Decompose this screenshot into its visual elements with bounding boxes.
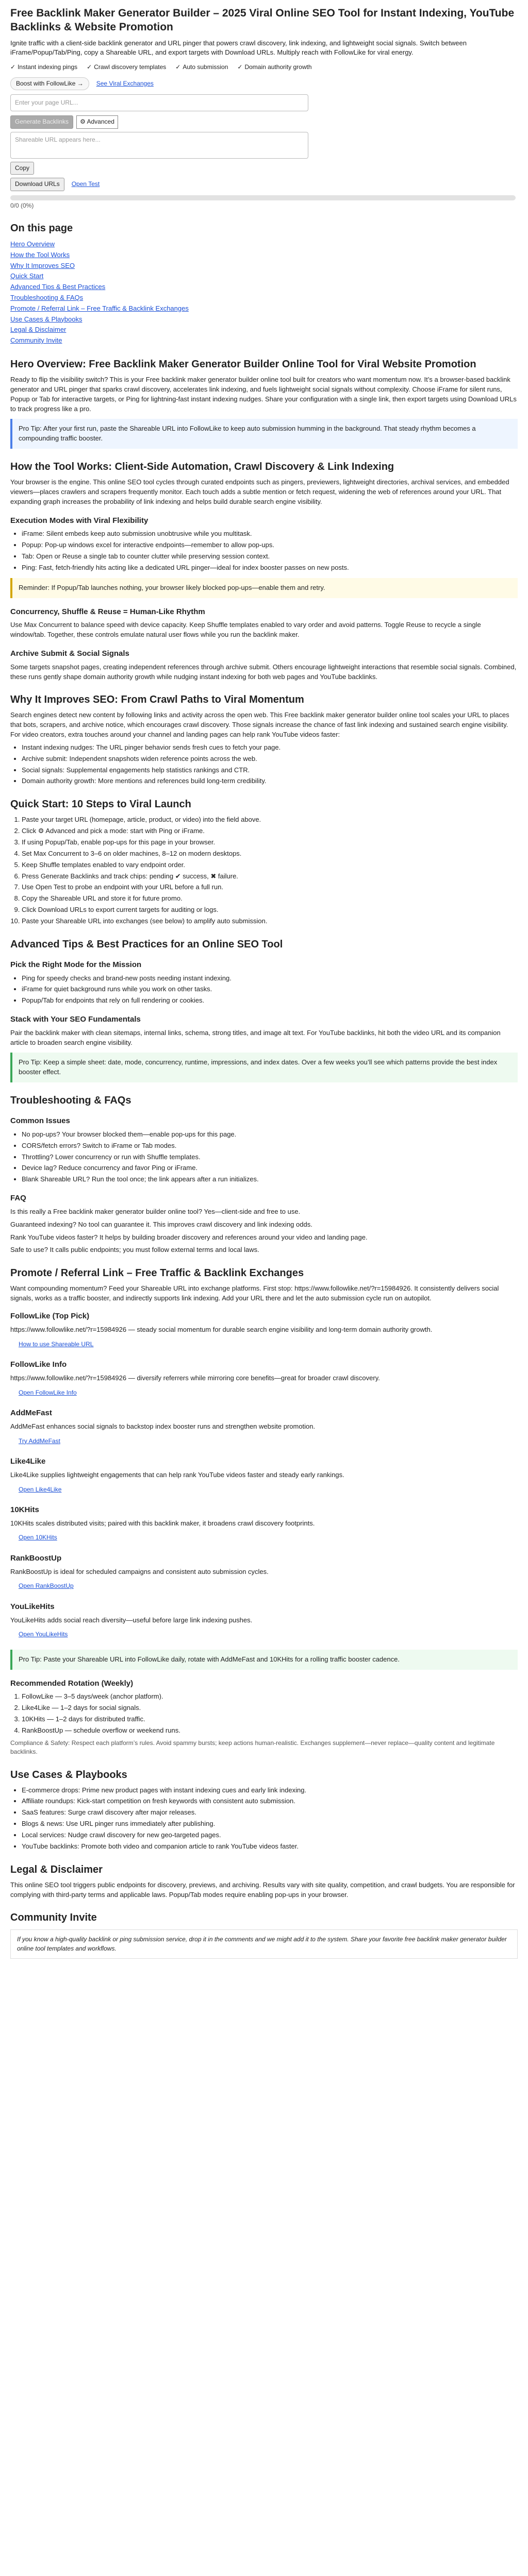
card-button[interactable]: Open RankBoostUp: [19, 1582, 74, 1590]
why-paragraph: Search engines detect new content by following links and activity across the open web. This Free backlink maker generator builder online tool scales your URL to places that bots, scrapers, and archive notice, which encourages crawl discovery. Those signals increase the chance of fast link indexing and sustained search engine visibility. For video creators, extra touches around your channel and landing pages can help rank YouTube videos faster:: [10, 711, 509, 739]
card-button[interactable]: Try AddMeFast: [19, 1437, 60, 1445]
step-item: 8. Copy the Shareable URL and store it for future promo.: [22, 894, 518, 904]
card-title: FollowLike (Top Pick): [10, 1311, 90, 1320]
list-item: • Ping: Fast, fetch-friendly hits acting like a dedicated URL pinger—ideal for index booster passes on new posts.: [22, 563, 518, 573]
progress-bar: [10, 195, 516, 200]
quick-start-heading: Quick Start: 10 Steps to Viral Launch: [10, 799, 191, 810]
progress-text: 0/0 (0%): [10, 201, 34, 209]
stack-heading: Stack with Your SEO Fundamentals: [10, 1015, 141, 1024]
card-title: YouLikeHits: [10, 1602, 55, 1611]
card-text: YouLikeHits adds social reach diversity—useful before large link indexing pushes.: [10, 1616, 253, 1624]
check-icon: ✓: [87, 63, 92, 71]
check-icon: ✓: [10, 63, 16, 71]
list-item: • Domain authority growth: More mentions and references build long-term credibility.: [22, 776, 518, 786]
download-urls-button[interactable]: Download URLs: [10, 178, 64, 191]
card-text: https://www.followlike.net/?r=15984926 — diversify referrers while mirroring core benefits—great for broader crawl discovery.: [10, 1374, 380, 1382]
rotation-heading: Recommended Rotation (Weekly): [10, 1679, 134, 1688]
list-item: • iFrame: Silent embeds keep auto submission unobtrusive while you multitask.: [22, 529, 518, 539]
check-icon: ✓: [237, 63, 243, 71]
modes-list: [10, 529, 518, 572]
list-item: 1. FollowLike — 3–5 days/week (anchor platform).: [22, 1692, 518, 1702]
card-text: AddMeFast enhances social signals to backstop index booster runs and strengthen website promotion.: [10, 1422, 316, 1430]
step-item: 10. Paste your Shareable URL into exchanges (see below) to amplify auto submission.: [22, 917, 518, 926]
toc-link[interactable]: Hero Overview: [10, 240, 55, 248]
toc-link[interactable]: Why It Improves SEO: [10, 261, 75, 269]
toc-link[interactable]: Promote / Referral Link – Free Traffic & Backlink Exchanges: [10, 304, 189, 312]
list-item: • Instant indexing nudges: The URL pinger behavior sends fresh cues to fetch your page.: [22, 743, 518, 753]
step-item: 4. Set Max Concurrent to 3–6 on older machines, 8–12 on modern desktops.: [22, 849, 518, 859]
how-paragraph: Your browser is the engine. This online SEO tool cycles through curated endpoints such as pingers, previewers, lightweight directories, archival services, and embedded viewers—places crawlers and scrapers frequently monitor. Each touch adds a subtle mention or fetch request, widening the web of references around your URL. That expanding graph increases the probability of link indexing and helps build durable search engine visibility.: [10, 478, 509, 505]
check-icon: ✓: [175, 63, 181, 71]
mode-mission-heading: Pick the Right Mode for the Mission: [10, 960, 142, 969]
rotation-list: [10, 1692, 518, 1735]
feature-item: ✓ Domain authority growth: [237, 63, 311, 72]
pro-tip-box: Pro Tip: Paste your Shareable URL into FollowLike daily, rotate with AddMeFast and 10KHits for a rolling traffic booster cadence.: [10, 1650, 518, 1670]
generate-backlinks-button[interactable]: Generate Backlinks: [10, 115, 73, 128]
legal-paragraph: This online SEO tool triggers public endpoints for discovery, previews, and archiving. Results vary with site quality, competition, and crawl budgets. You are responsible for complying with third-party terms and applicable laws. Popup/Tab modes require enabling pop-ups in your browser.: [10, 1880, 515, 1899]
exchange-card: [10, 1553, 518, 1594]
toc-list: [10, 239, 518, 346]
quick-start-steps: [10, 815, 518, 926]
step-item: 1. Paste your target URL (homepage, article, product, or video) into the field above.: [22, 815, 518, 825]
pro-tip-box: Pro Tip: After your first run, paste the Shareable URL into FollowLike to keep auto submission humming in the background. That steady rhythm becomes a compounding traffic booster.: [10, 419, 518, 449]
promote-paragraph: Want compounding momentum? Feed your Shareable URL into exchange platforms. First stop: https://www.followlike.net/?r=15984926. It consistently delivers social signals, works as a traffic booster, and indirectly supports link indexing. Add your URL there and let the auto submission cycle run on autopilot.: [10, 1284, 499, 1302]
toc-link[interactable]: Troubleshooting & FAQs: [10, 294, 84, 301]
faq-item: Rank YouTube videos faster? It helps by building broader discovery and references around your video and landing page.: [10, 1233, 368, 1241]
pro-tip-box: Pro Tip: Keep a simple sheet: date, mode, concurrency, runtime, impressions, and index dates. Over a few weeks you’ll see which patterns provide the best index booster effect.: [10, 1053, 518, 1082]
toc-link[interactable]: Quick Start: [10, 272, 44, 280]
community-heading: Community Invite: [10, 1912, 97, 1924]
cta-row: [10, 77, 518, 90]
step-item: 5. Keep Shuffle templates enabled to vary endpoint order.: [22, 860, 518, 870]
mode-select[interactable]: ⚙ Advanced: [76, 115, 118, 128]
feature-item: ✓ Crawl discovery templates: [87, 63, 166, 72]
list-item: • CORS/fetch errors? Switch to iFrame or Tab modes.: [22, 1141, 518, 1151]
list-item: 3. 10KHits — 1–2 days for distributed traffic.: [22, 1715, 518, 1724]
list-item: • Blank Shareable URL? Run the tool once; the link appears after a run initializes.: [22, 1175, 518, 1184]
archive-heading: Archive Submit & Social Signals: [10, 649, 129, 658]
common-issues-list: [10, 1130, 518, 1184]
card-title: 10KHits: [10, 1505, 39, 1514]
card-title: Like4Like: [10, 1456, 46, 1466]
intro-text: Ignite traffic with a client-side backlink generator and URL pinger that powers crawl discovery, link indexing, and lightweight social signals. Switch between iFrame/Popup/Tab/Ping, copy a Shareable URL, and export targets with Download URLs. Multiply reach with FollowLike for viral energy.: [10, 39, 467, 57]
community-invite-box: If you know a high-quality backlink or ping submission service, drop it in the comments and we might add it to the system. Share your favorite free backlink maker generator builder online tool templates and workflows.: [10, 1929, 518, 1959]
feature-item: ✓ Auto submission: [175, 63, 228, 72]
card-title: AddMeFast: [10, 1408, 52, 1417]
faq-heading: FAQ: [10, 1194, 26, 1203]
open-test-link[interactable]: Open Test: [71, 180, 100, 188]
concurrency-paragraph: Use Max Concurrent to balance speed with device capacity. Keep Shuffle templates enabled to vary order and avoid patterns. Toggle Reuse to recycle a single window/tab. Together, these controls emulate natural user flows while you run the backlink maker.: [10, 621, 481, 639]
card-button[interactable]: Open Like4Like: [19, 1485, 62, 1493]
copy-button[interactable]: Copy: [10, 162, 34, 175]
why-heading: Why It Improves SEO: From Crawl Paths to Viral Momentum: [10, 694, 304, 706]
troubleshooting-heading: Troubleshooting & FAQs: [10, 1095, 131, 1107]
shareable-url-field[interactable]: Shareable URL appears here...: [10, 132, 308, 159]
feature-list: [10, 63, 518, 72]
list-item: • Ping for speedy checks and brand-new posts needing instant indexing.: [22, 974, 518, 984]
controls-row: [10, 115, 518, 128]
modes-heading: Execution Modes with Viral Flexibility: [10, 516, 148, 525]
exchange-card: [10, 1504, 518, 1546]
exchange-card: [10, 1311, 518, 1352]
page-title: Free Backlink Maker Generator Builder – 2025 Viral Online SEO Tool for Instant Indexing, YouTube Backlinks & Website Promotion: [10, 7, 515, 33]
card-title: FollowLike Info: [10, 1360, 67, 1369]
card-text: Like4Like supplies lightweight engagements that can help rank YouTube videos faster and steady early rankings.: [10, 1470, 344, 1479]
list-item: • YouTube backlinks: Promote both video and companion article to rank YouTube videos faster.: [22, 1842, 518, 1852]
exchange-card: [10, 1601, 518, 1642]
feature-item: ✓ Instant indexing pings: [10, 63, 77, 72]
exchange-card: [10, 1456, 518, 1497]
use-cases-heading: Use Cases & Playbooks: [10, 1769, 127, 1781]
advanced-heading: Advanced Tips & Best Practices for an Online SEO Tool: [10, 938, 283, 950]
list-item: • Affiliate roundups: Kick-start competition on fresh keywords with consistent auto submission.: [22, 1797, 518, 1806]
card-button[interactable]: Open YouLikeHits: [19, 1631, 68, 1638]
card-title: RankBoostUp: [10, 1553, 62, 1563]
list-item: • E-commerce drops: Prime new product pages with instant indexing cues and early link indexing.: [22, 1786, 518, 1795]
hero-heading: Hero Overview: Free Backlink Maker Generator Builder Online Tool for Viral Website Promotion: [10, 358, 476, 370]
list-item: • No pop-ups? Your browser blocked them—enable pop-ups for this page.: [22, 1130, 518, 1140]
card-text: RankBoostUp is ideal for scheduled campaigns and consistent auto submission cycles.: [10, 1567, 269, 1575]
list-item: • Popup/Tab for endpoints that rely on full rendering or cookies.: [22, 996, 518, 1006]
mode-mission-list: [10, 974, 518, 1006]
exchange-card: [10, 1408, 518, 1449]
boost-followlike-button[interactable]: Boost with FollowLike →: [10, 77, 89, 90]
toc-heading: On this page: [10, 223, 73, 234]
exchange-card: [10, 1359, 518, 1400]
compliance-note: Compliance & Safety: Respect each platform’s rules. Avoid spammy bursts; keep actions human-realistic. Exchanges supplement—never replace—quality content and legitimate backlinks.: [10, 1739, 495, 1756]
faq-item: Is this really a Free backlink maker generator builder online tool? Yes—client-side and free to use.: [10, 1207, 301, 1215]
list-item: 2. Like4Like — 1–2 days for social signals.: [22, 1703, 518, 1713]
promote-heading: Promote / Referral Link – Free Traffic & Backlink Exchanges: [10, 1267, 304, 1279]
card-button[interactable]: Open FollowLike Info: [19, 1388, 77, 1396]
step-item: 6. Press Generate Backlinks and track chips: pending ✔ success, ✖ failure.: [22, 872, 518, 882]
list-item: • SaaS features: Surge crawl discovery after major releases.: [22, 1808, 518, 1818]
why-list: [10, 743, 518, 786]
list-item: • Device lag? Reduce concurrency and favor Ping or iFrame.: [22, 1163, 518, 1173]
faq-item: Safe to use? It calls public endpoints; you must follow external terms and local laws.: [10, 1246, 259, 1254]
toc-link[interactable]: How the Tool Works: [10, 250, 70, 259]
stack-paragraph: Pair the backlink maker with clean sitemaps, internal links, schema, strong titles, and image alt text. For YouTube backlinks, hit both the video URL and its companion article to broaden search engine visibility.: [10, 1028, 501, 1046]
archive-paragraph: Some targets snapshot pages, creating independent references through archive submit. Others encourage lightweight interactions that resemble social signals. Combined, these runs gently shape domain authority growth while nudging instant indexing for both web pages and YouTube backlinks.: [10, 663, 517, 681]
list-item: • Popup: Pop-up windows excel for interactive endpoints—remember to allow pop-ups.: [22, 540, 518, 550]
card-button[interactable]: Open 10KHits: [19, 1534, 57, 1541]
url-input[interactable]: Enter your page URL...: [10, 94, 308, 111]
list-item: • iFrame for quiet background runs while you work on other tasks.: [22, 985, 518, 994]
step-item: 2. Click ⚙ Advanced and pick a mode: start with Ping or iFrame.: [22, 826, 518, 836]
gear-icon: ⚙: [80, 118, 86, 126]
list-item: • Local services: Nudge crawl discovery for new geo-targeted pages.: [22, 1831, 518, 1840]
list-item: • Archive submit: Independent snapshots widen reference points across the web.: [22, 754, 518, 764]
concurrency-heading: Concurrency, Shuffle & Reuse = Human-Like Rhythm: [10, 607, 205, 616]
card-button[interactable]: How to use Shareable URL: [19, 1340, 94, 1348]
toc-link[interactable]: Advanced Tips & Best Practices: [10, 283, 106, 291]
hero-paragraph: Ready to flip the visibility switch? This is your Free backlink maker generator builder online tool built for creators who want momentum now. It’s a browser-based backlink generator and URL pinger that sparks crawl discovery, accelerates link indexing, and fuels lightweight social signals without complexity. Choose iFrame for silent runs, Popup or Tab for interactive targets, or Ping for lightning-fast instant indexing nudges. Share your configuration with a single link, then export targets using Download URLs to track progress like a pro.: [10, 375, 517, 413]
toc-link[interactable]: Use Cases & Playbooks: [10, 315, 82, 323]
how-heading: How the Tool Works: Client-Side Automation, Crawl Discovery & Link Indexing: [10, 461, 394, 473]
list-item: • Social signals: Supplemental engagements help statistics rankings and CTR.: [22, 766, 518, 775]
list-item: • Blogs & news: Use URL pinger runs immediately after publishing.: [22, 1819, 518, 1829]
list-item: 4. RankBoostUp — schedule overflow or weekend runs.: [22, 1726, 518, 1736]
see-exchanges-link[interactable]: See Viral Exchanges: [96, 79, 154, 87]
toc-link[interactable]: Community Invite: [10, 336, 62, 345]
common-issues-heading: Common Issues: [10, 1116, 70, 1126]
use-cases-list: [10, 1786, 518, 1852]
toc-link[interactable]: Legal & Disclaimer: [10, 326, 67, 334]
card-text: https://www.followlike.net/?r=15984926 — steady social momentum for durable search engine visibility and long-term domain authority growth.: [10, 1325, 433, 1333]
step-item: 9. Click Download URLs to export current targets for auditing or logs.: [22, 905, 518, 915]
legal-heading: Legal & Disclaimer: [10, 1863, 103, 1875]
list-item: • Tab: Open or Reuse a single tab to counter clutter while preserving session context.: [22, 552, 518, 562]
faq-item: Guaranteed indexing? No tool can guarantee it. This improves crawl discovery and link indexing odds.: [10, 1220, 312, 1228]
list-item: • Throttling? Lower concurrency or run with Shuffle templates.: [22, 1153, 518, 1162]
reminder-box: Reminder: If Popup/Tab launches nothing, your browser likely blocked pop-ups—enable them and retry.: [10, 578, 518, 598]
step-item: 3. If using Popup/Tab, enable pop-ups for this page in your browser.: [22, 838, 518, 848]
step-item: 7. Use Open Test to probe an endpoint with your URL before a full run.: [22, 883, 518, 892]
card-text: 10KHits scales distributed visits; paired with this backlink maker, it broadens crawl discovery footprints.: [10, 1519, 315, 1527]
